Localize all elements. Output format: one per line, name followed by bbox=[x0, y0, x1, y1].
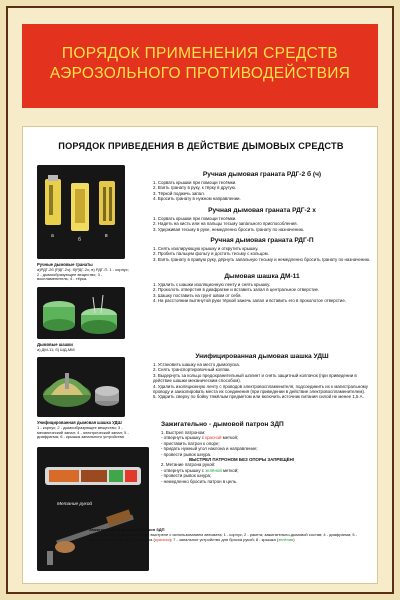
udsh-step-1: 1. Установить шашку на место дымопуска. bbox=[153, 362, 240, 367]
rdgp-step-3: 3. Взять гранату в правую руку, дёрнуть запальную тесьму и немедленно бросить гранату по назначению. bbox=[153, 256, 371, 262]
content-panel bbox=[22, 126, 378, 584]
zdp-caption-red-word: красная bbox=[154, 536, 170, 542]
header-title-line-1: ПОРЯДОК ПРИМЕНЕНИЯ СРЕДСТВ bbox=[61, 45, 339, 62]
dm11-step-4: 4. На расстоянии вытянутой руки тёркой зажечь запал и вставить его в проколотое отверстие. bbox=[153, 298, 347, 304]
zdp-caption-text-b: ); 7 - запальное устройство для броска рукой; 8 - крышка ( bbox=[169, 536, 279, 542]
smoke-pots-caption bbox=[37, 343, 131, 353]
rdg2b-step-1: 1. Сорвать крышки при помощи тесёмки. bbox=[153, 180, 237, 185]
rdg2x-step-1: 1. Сорвать крышки при помощи тесёмки. bbox=[153, 216, 237, 221]
smoke-pots-illustration bbox=[37, 287, 125, 339]
udsh-caption bbox=[37, 421, 133, 440]
udsh-step-2: 2. Снять транспортировочный колпак. bbox=[153, 367, 231, 373]
grenades-drawing bbox=[37, 165, 125, 259]
dm11-title: Дымовая шашка ДМ-11 bbox=[224, 273, 300, 280]
grenades-illustration bbox=[37, 165, 125, 259]
zdp-block bbox=[161, 421, 373, 484]
zdp-red-mark: красной bbox=[205, 435, 222, 441]
zdp-line-7-end: меткой; bbox=[221, 467, 239, 473]
rdg2b-block bbox=[153, 171, 371, 202]
zdp-line-2-start: - отвернуть крышку с bbox=[161, 435, 206, 441]
rdg2b-title: Ручная дымовая граната РДГ-2 б (ч) bbox=[202, 171, 322, 178]
zdp-line-4: - придать нужный угол наклона и направление; bbox=[161, 446, 258, 452]
rdg2x-block bbox=[153, 207, 371, 232]
rdgp-title: Ручная дымовая граната РДГ-П bbox=[210, 237, 314, 244]
udsh-drawing bbox=[37, 357, 125, 417]
zdp-line-9: - немедленно бросить патрон в цель. bbox=[161, 478, 238, 484]
rdg2x-title: Ручная дымовая граната РДГ-2 х bbox=[208, 207, 316, 214]
dm11-step-3: 3. Шашку поставить на грунт швом от себя. bbox=[153, 292, 242, 298]
zdp-caption-green-word: зелёная bbox=[278, 536, 294, 542]
zdp-warning: ВЫСТРЕЛ ПАТРОНОМ БЕЗ ОПОРЫ ЗАПРЕЩЁН! bbox=[189, 457, 295, 463]
rdg2b-step-4: 4. Бросить гранату в нужном направлении. bbox=[153, 196, 241, 202]
zdp-caption-text-c: ) bbox=[293, 536, 295, 542]
rdgp-step-2: 2. Пробить пальцем фольгу и достать тесьму с кольцом. bbox=[153, 251, 269, 257]
rdgp-step-1: 1. Снять изолирующую крышку и открутить крышку. bbox=[153, 246, 259, 251]
smoke-pots-drawing bbox=[37, 287, 125, 339]
udsh-caption-title: Унифицированная дымовая шашка УДШ bbox=[37, 420, 122, 425]
zdp-line-6: 2. Метание патрона рукой: bbox=[161, 462, 216, 468]
udsh-caption-text: 1 - корпус; 2 - дымообразующее вещество; 3 - механический запал; 4 - электрический запал; 5 - диафрагма; 6 - крышка запального устройства bbox=[37, 424, 129, 440]
rdg2x-step-2: 2. Надеть на кисть или на пальцы тесьму запального приспособления. bbox=[153, 221, 298, 227]
zdp-line-5: - провести рывок шнура. bbox=[161, 451, 212, 457]
zdp-line-8: - провести рывок шнура; bbox=[161, 473, 212, 479]
zdp-caption-text-a: а) устройство; б) положение при выстреле с использованием автомата; 1 - корпус; 2 - ракета; зажигательно-дымовой состав; 4 - диафрагма; 5 - запальное устройство; 6 - крышка ( bbox=[89, 531, 357, 542]
udsh-step-3: 3. Выдернуть за кольцо предохранительный шплинт и снять защитный колпачок (при приведении в действие шашки механическим способом). bbox=[153, 372, 357, 384]
poster-header bbox=[22, 24, 378, 108]
udsh-illustration bbox=[37, 357, 125, 417]
udsh-title: Унифицированная дымовая шашка УДШ bbox=[195, 353, 329, 360]
zdp-green-mark: зелёной bbox=[205, 467, 222, 473]
zdp-line-3: - приставить патрон к опоре; bbox=[161, 440, 220, 446]
grenades-caption-title: Ручные дымовые гранаты bbox=[37, 262, 93, 267]
dm11-step-1: 1. Удалить с шашки изоляционную ленту и снять крышку. bbox=[153, 282, 271, 287]
zdp-line-2-end: меткой; bbox=[221, 435, 239, 441]
zdp-illustration-label: Метание рукой bbox=[57, 502, 93, 507]
udsh-block bbox=[153, 353, 371, 400]
header-title-line-2: АЭРОЗОЛЬНОГО ПРОТИВОДЕЙСТВИЯ bbox=[49, 65, 351, 82]
svg-text:а: а bbox=[51, 233, 54, 239]
smoke-pots-caption-text: а) ДМ-11; б) ШД-ММ bbox=[37, 346, 75, 352]
grenades-caption bbox=[37, 263, 131, 282]
rdg2b-step-3: 3. Тёркой поджечь запал. bbox=[153, 190, 205, 196]
zdp-drawing bbox=[37, 447, 149, 571]
rdg2b-step-2: 2. Взять гранату в руку, к тёрку в другую. bbox=[153, 185, 237, 191]
udsh-step-4: 4. Удалить изоляционную ленту с проводов электровоспламенителя, подсоединить их к магистральному проводу и заизолировать места их соединения (при приведении в действие электровоспламенителем). bbox=[153, 383, 368, 395]
section-title: ПОРЯДОК ПРИВЕДЕНИЯ В ДЕЙСТВИЕ ДЫМОВЫХ СРЕДСТВ bbox=[58, 141, 344, 151]
rdgp-block bbox=[153, 237, 371, 262]
zdp-caption bbox=[89, 528, 369, 543]
zdp-line-7-start: - отвернуть крышку с bbox=[161, 467, 206, 473]
smoke-pots-caption-title: Дымовые шашки bbox=[37, 342, 73, 347]
udsh-step-5: 5. Ударить сверху по бойку тяжёлым предметом или включить источник питания силой не менее 1,5 А. bbox=[153, 394, 364, 400]
dm11-step-2: 2. Проколоть отверстия в диафрагме и вставить запал в центральное отверстие. bbox=[153, 287, 320, 293]
dm11-block bbox=[153, 273, 371, 304]
zdp-title: Зажигательно - дымовой патрон ЗДП bbox=[161, 421, 284, 428]
zdp-illustration bbox=[37, 447, 149, 571]
svg-text:в: в bbox=[105, 233, 108, 239]
rdg2x-step-3: 3. Удерживая тесьму в руке, немедленно бросить гранату по назначению. bbox=[153, 226, 305, 232]
zdp-caption-title: Зажигательный дымовой патрон ЗДП bbox=[89, 527, 165, 532]
grenades-caption-text: а)РДГ-2б (РДГ-2ч); б)РДГ-2х; в) РДГ-П. 1 - корпус; 2 - дымообразующее вещество; 3 - воспламенитель; 4 - тёрка. bbox=[37, 266, 129, 282]
zdp-line-1: 1. Выстрел патроном: bbox=[161, 430, 206, 435]
svg-text:б: б bbox=[78, 237, 81, 243]
